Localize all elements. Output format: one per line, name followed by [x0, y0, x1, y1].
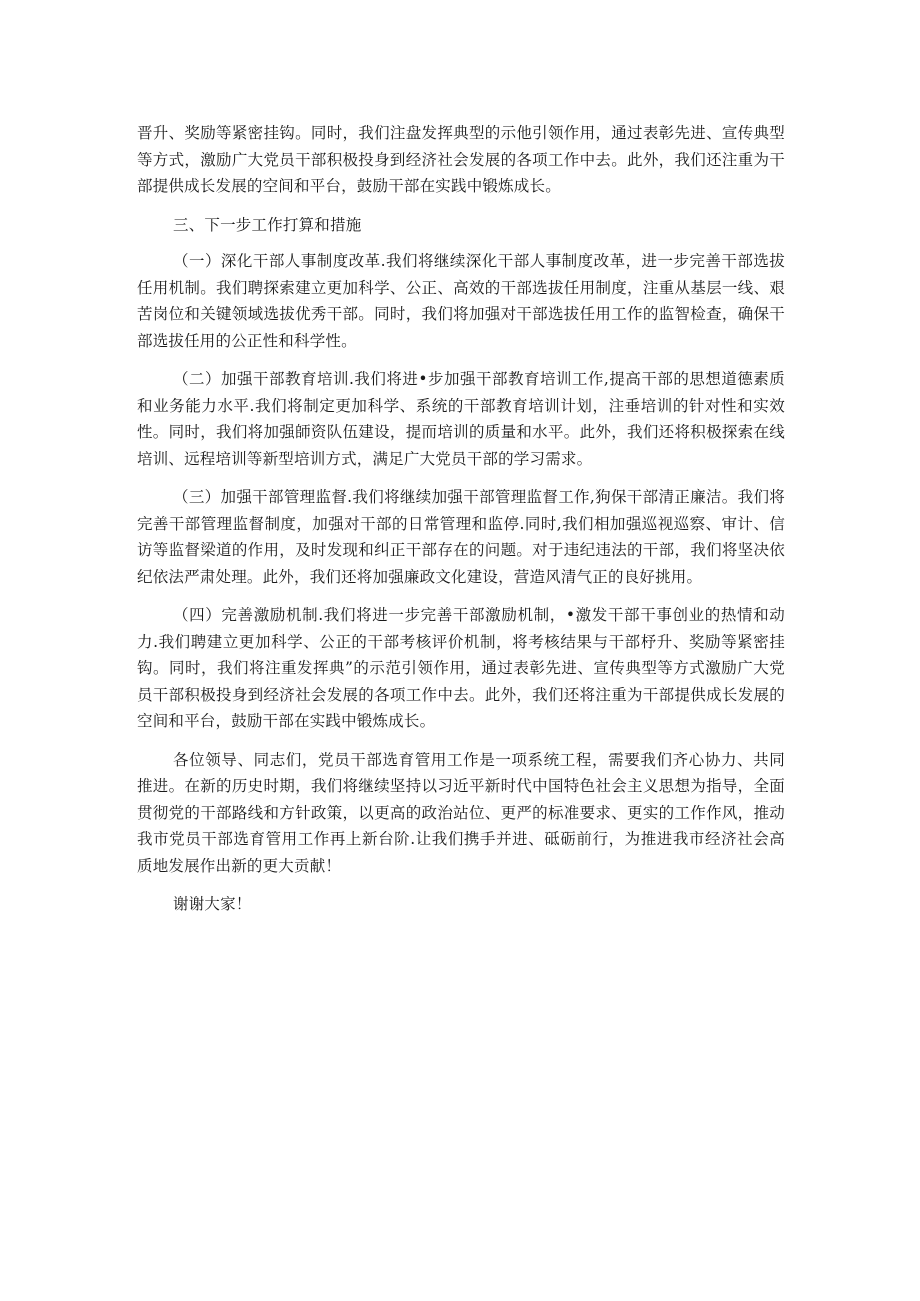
paragraph-thanks: 谢谢大家！ [173, 895, 252, 913]
paragraph-item-1: （一）深化干部人事制度改革.我们将继续深化干部人事制度改革，进一步完善干部选拔任用机制。我们聘探索建立更加科学、公正、高效的干部选拔任用制度，注重从基层一线、艰苦岗位和关键领域选拔优秀干部。同时，我们将加强对干部选拔任用工作的监智检查，确保干部选拔任用的公正性和科学性。 [137, 252, 785, 350]
section-heading: 三、下一步工作打算和措施 [173, 215, 362, 234]
paragraph-closing: 各位领导、同志们，党员干部选育管用工作是一项系统工程，需要我们齐心协力、共同推进。在新的历史时期，我们将继续坚持以习近平新时代中国特色社会主义思想为指导，全面贯彻党的干部路线和方针政策，以更高的政治站位、更严的标准要求、更实的工作作风，推动我市党员干部选育管用工作再上新台阶.让我们携手并进、砥砺前行，为推进我市经济社会高质地发展作出新的更大贡献！ [137, 750, 785, 875]
paragraph-item-3: （三）加强干部管理监督.我们将继续加强干部管理监督工作,狗保干部清正廉洁。我们将完善干部管理监督制度，加强对干部的日常管理和监停.同时,我们相加强巡视巡察、审计、信访等监督梁道的作用，及时发现和纠正干部存在的问题。对于违纪违法的干部，我们将坚决依纪依法严肃处理。此外，我们还将加强廉政文化建设，营造风清气正的良好挑用。 [137, 488, 785, 586]
paragraph-continuation: 晋升、奖励等紧密挂钩。同时，我们注盘发挥典型的示他引领作用，通过表彰先进、宣传典型等方式，激励广大党员干部积极投身到经济社会发展的各项工作中去。此外，我们还注重为干部提供成长发展的空间和平台，鼓励干部在实践中锻炼成长。 [137, 124, 785, 195]
paragraph-item-2: （二）加强干部教育培训.我们将进•步加强干部教育培训工作,提高干部的思想道德素质和业务能力水平.我们将制定更加科学、系统的干部教育培训计划，注垂培训的针对性和实效性。同时，我们将加强師资队伍建设，提而培训的质量和水平。此外，我们还将积极探索在线培训、远程培训等新型培训方式，满足广大党员干部的学习需求。 [137, 370, 785, 468]
paragraph-item-4: （四）完善激励机制.我们将进一步完善干部激励机制，•激发干部干事创业的热情和动力.我们聘建立更加科学、公正的干部考核评价机制，将考核结果与干部杼升、奖励等紧密挂钩。同时，我们将注重发挥典”的示范引领作用，通过表彰先进、宣传典型等方式激励广大党员干部积极投身到经济社会发展的各项工作中去。此外，我们还将注重为干部提供成长发展的空间和平台，鼓励干部在实践中锻炼成长。 [137, 606, 785, 730]
document-body [137, 120, 785, 918]
